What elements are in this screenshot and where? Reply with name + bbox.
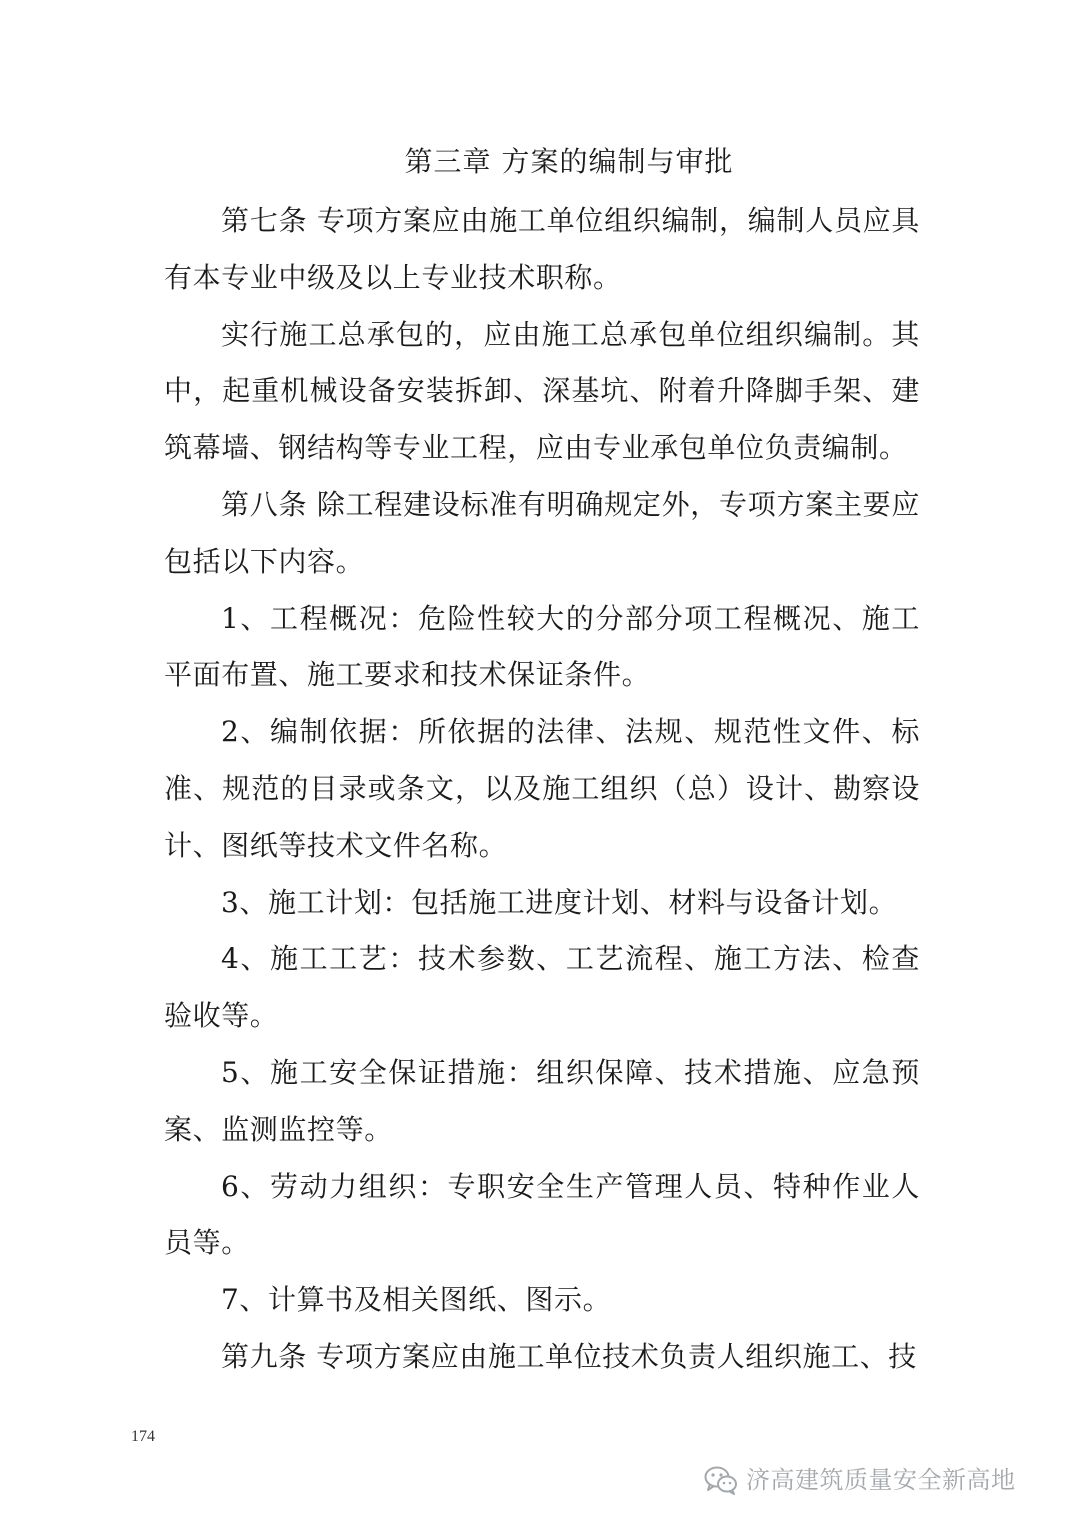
watermark-text: 济高建筑质量安全新高地 bbox=[746, 1466, 1016, 1494]
list-item-3: 3、施工计划：包括施工进度计划、材料与设备计划。 bbox=[221, 885, 898, 919]
paragraph-general-contracting: 实行施工总承包的，应由施工总承包单位组织编制。其中，起重机械设备安装拆卸、深基坑、附着升降脚手架、建筑幕墙、钢结构等专业工程，应由专业承包单位负责编制。 bbox=[164, 317, 920, 465]
list-item-2: 2、编制依据：所依据的法律、法规、规范性文件、标准、规范的目录或条文，以及施工组织（总）设计、勘察设计、图纸等技术文件名称。 bbox=[164, 715, 920, 862]
body-text bbox=[164, 193, 920, 1386]
list-item-6: 6、劳动力组织：专职安全生产管理人员、特种作业人员等。 bbox=[164, 1169, 920, 1260]
paragraph-article-8: 第八条 除工程建设标准有明确规定外，专项方案主要应包括以下内容。 bbox=[164, 487, 920, 578]
list-item-1: 1、工程概况：危险性较大的分部分项工程概况、施工平面布置、施工要求和技术保证条件。 bbox=[164, 601, 920, 692]
paragraph-article-7: 第七条 专项方案应由施工单位组织编制，编制人员应具有本专业中级及以上专业技术职称。 bbox=[164, 204, 920, 294]
wechat-icon bbox=[704, 1465, 738, 1495]
paragraph-article-9: 第九条 专项方案应由施工单位技术负责人组织施工、技 bbox=[221, 1339, 917, 1373]
list-item-4: 4、施工工艺：技术参数、工艺流程、施工方法、检查验收等。 bbox=[164, 942, 920, 1033]
list-item-7: 7、计算书及相关图纸、图示。 bbox=[221, 1283, 612, 1317]
chapter-title: 第三章 方案的编制与审批 bbox=[404, 145, 734, 178]
list-item-5: 5、施工安全保证措施：组织保障、技术措施、应急预案、监测监控等。 bbox=[164, 1055, 920, 1146]
page-number: 174 bbox=[131, 1428, 155, 1445]
watermark bbox=[704, 1460, 1016, 1500]
